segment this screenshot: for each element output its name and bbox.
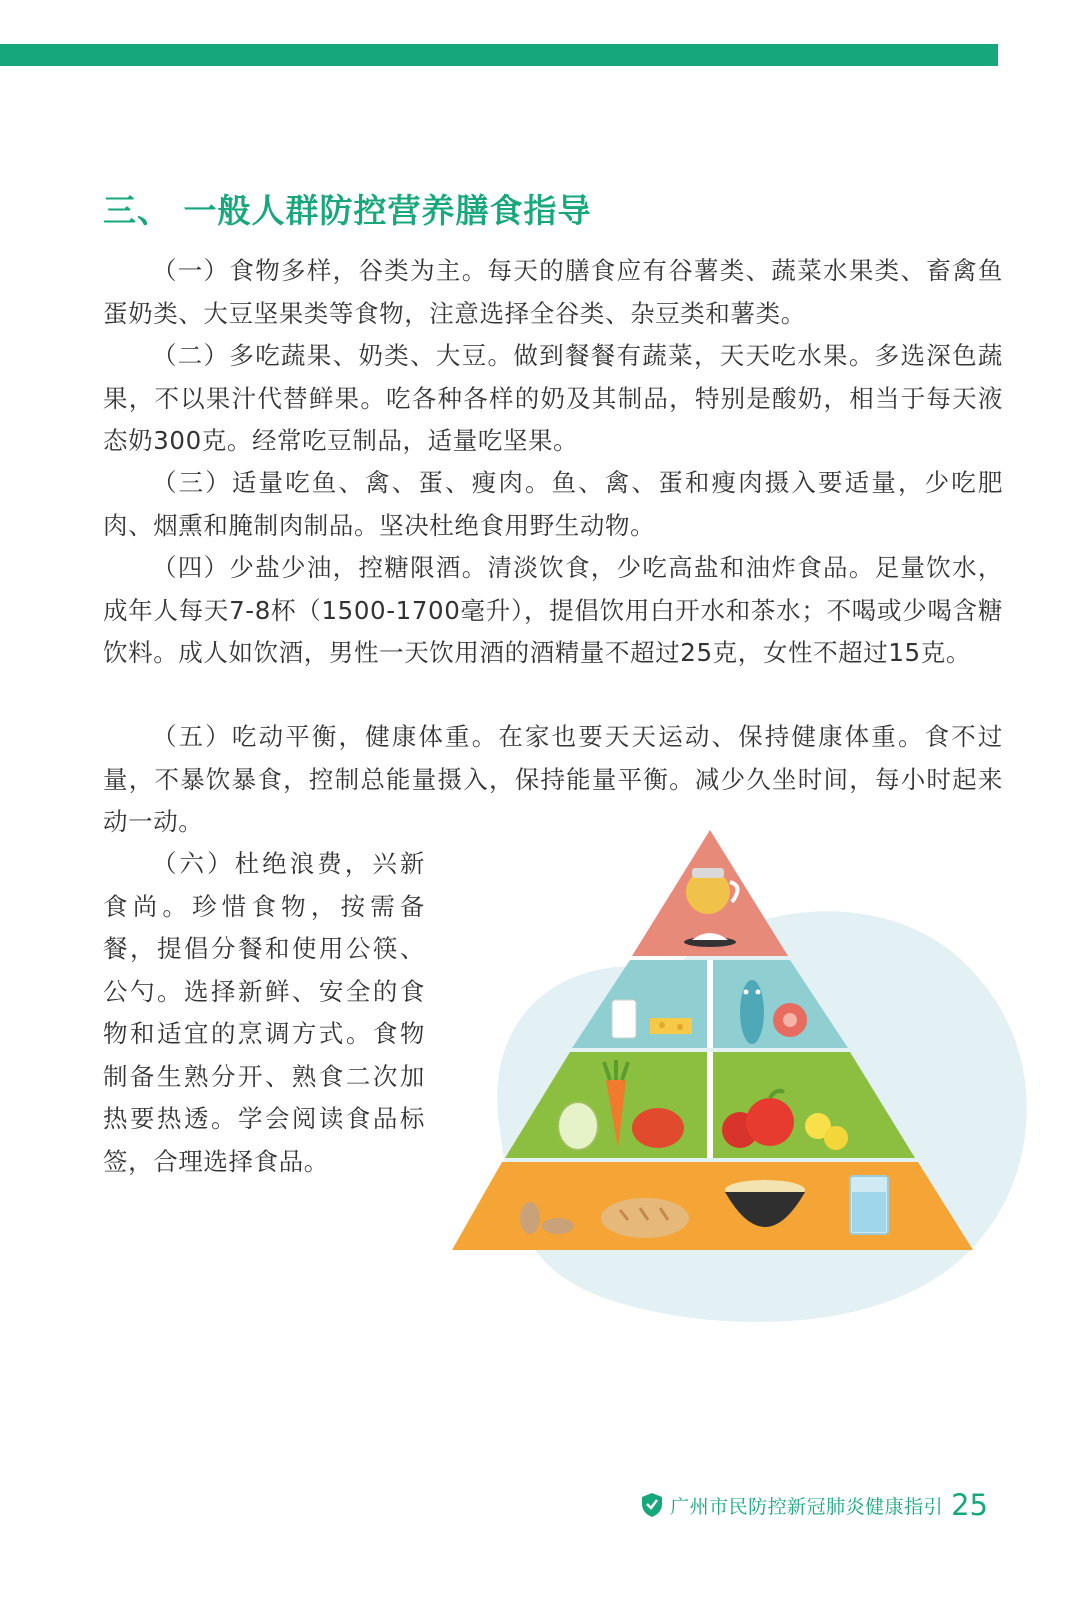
paragraph-3: （三）适量吃鱼、禽、蛋、瘦肉。鱼、禽、蛋和瘦肉摄入要适量，少吃肥肉、烟熏和腌制肉制品。坚决杜绝食用野生动物。 [103,468,1003,540]
fish-icon [740,980,764,1044]
section-heading: 三、 一般人群防控营养膳食指导 [103,191,592,230]
milk-icon [612,1000,636,1038]
paragraph-4: （四）少盐少油，控糖限酒。清淡饮食，少吃高盐和油炸食品。足量饮水，成年人每天7-8杯（1500-1700毫升），提倡饮用白开水和茶水；不喝或少喝含糖饮料。成人如饮酒，男性一天饮用酒的酒精量不超过25克，女性不超过15克。 [103,553,1003,667]
water-glass-icon [850,1176,888,1234]
paragraph-2: （二）多吃蔬果、奶类、大豆。做到餐餐有蔬菜，天天吃水果。多选深色蔬果，不以果汁代替鲜果。吃各种各样的奶及其制品，特别是酸奶，相当于每天液态奶300克。经常吃豆制品，适量吃坚果。 [103,341,1003,455]
paragraph-6: （六）杜绝浪费，兴新食尚。珍惜食物，按需备餐，提倡分餐和使用公筷、公勺。选择新鲜、安全的食物和适宜的烹调方式。食物制备生熟分开、熟食二次加热要热透。学会阅读食品标签，合理选择食品。 [103,849,425,1176]
bread-icon [601,1198,689,1238]
meat-icon [773,1003,807,1037]
cheese-icon [650,1018,692,1034]
food-pyramid-illustration [440,830,1060,1350]
top-accent-bar [0,44,998,66]
tomato-icon [632,1108,684,1148]
page-footer [640,1488,988,1522]
paragraph-1: （一）食物多样，谷类为主。每天的膳食应有谷薯类、蔬菜水果类、畜禽鱼蛋奶类、大豆坚果类等食物，注意选择全谷类、杂豆类和薯类。 [103,256,1003,328]
shield-icon [640,1492,664,1518]
paragraph-5: （五）吃动平衡，健康体重。在家也要天天运动、保持健康体重。食不过量，不暴饮暴食，控制总能量摄入，保持能量平衡。减少久坐时间，每小时起来动一动。 [103,722,1003,836]
footer-title: 广州市民防控新冠肺炎健康指引 [670,1495,944,1518]
page-number: 25 [951,1488,988,1522]
cabbage-icon [558,1102,598,1150]
